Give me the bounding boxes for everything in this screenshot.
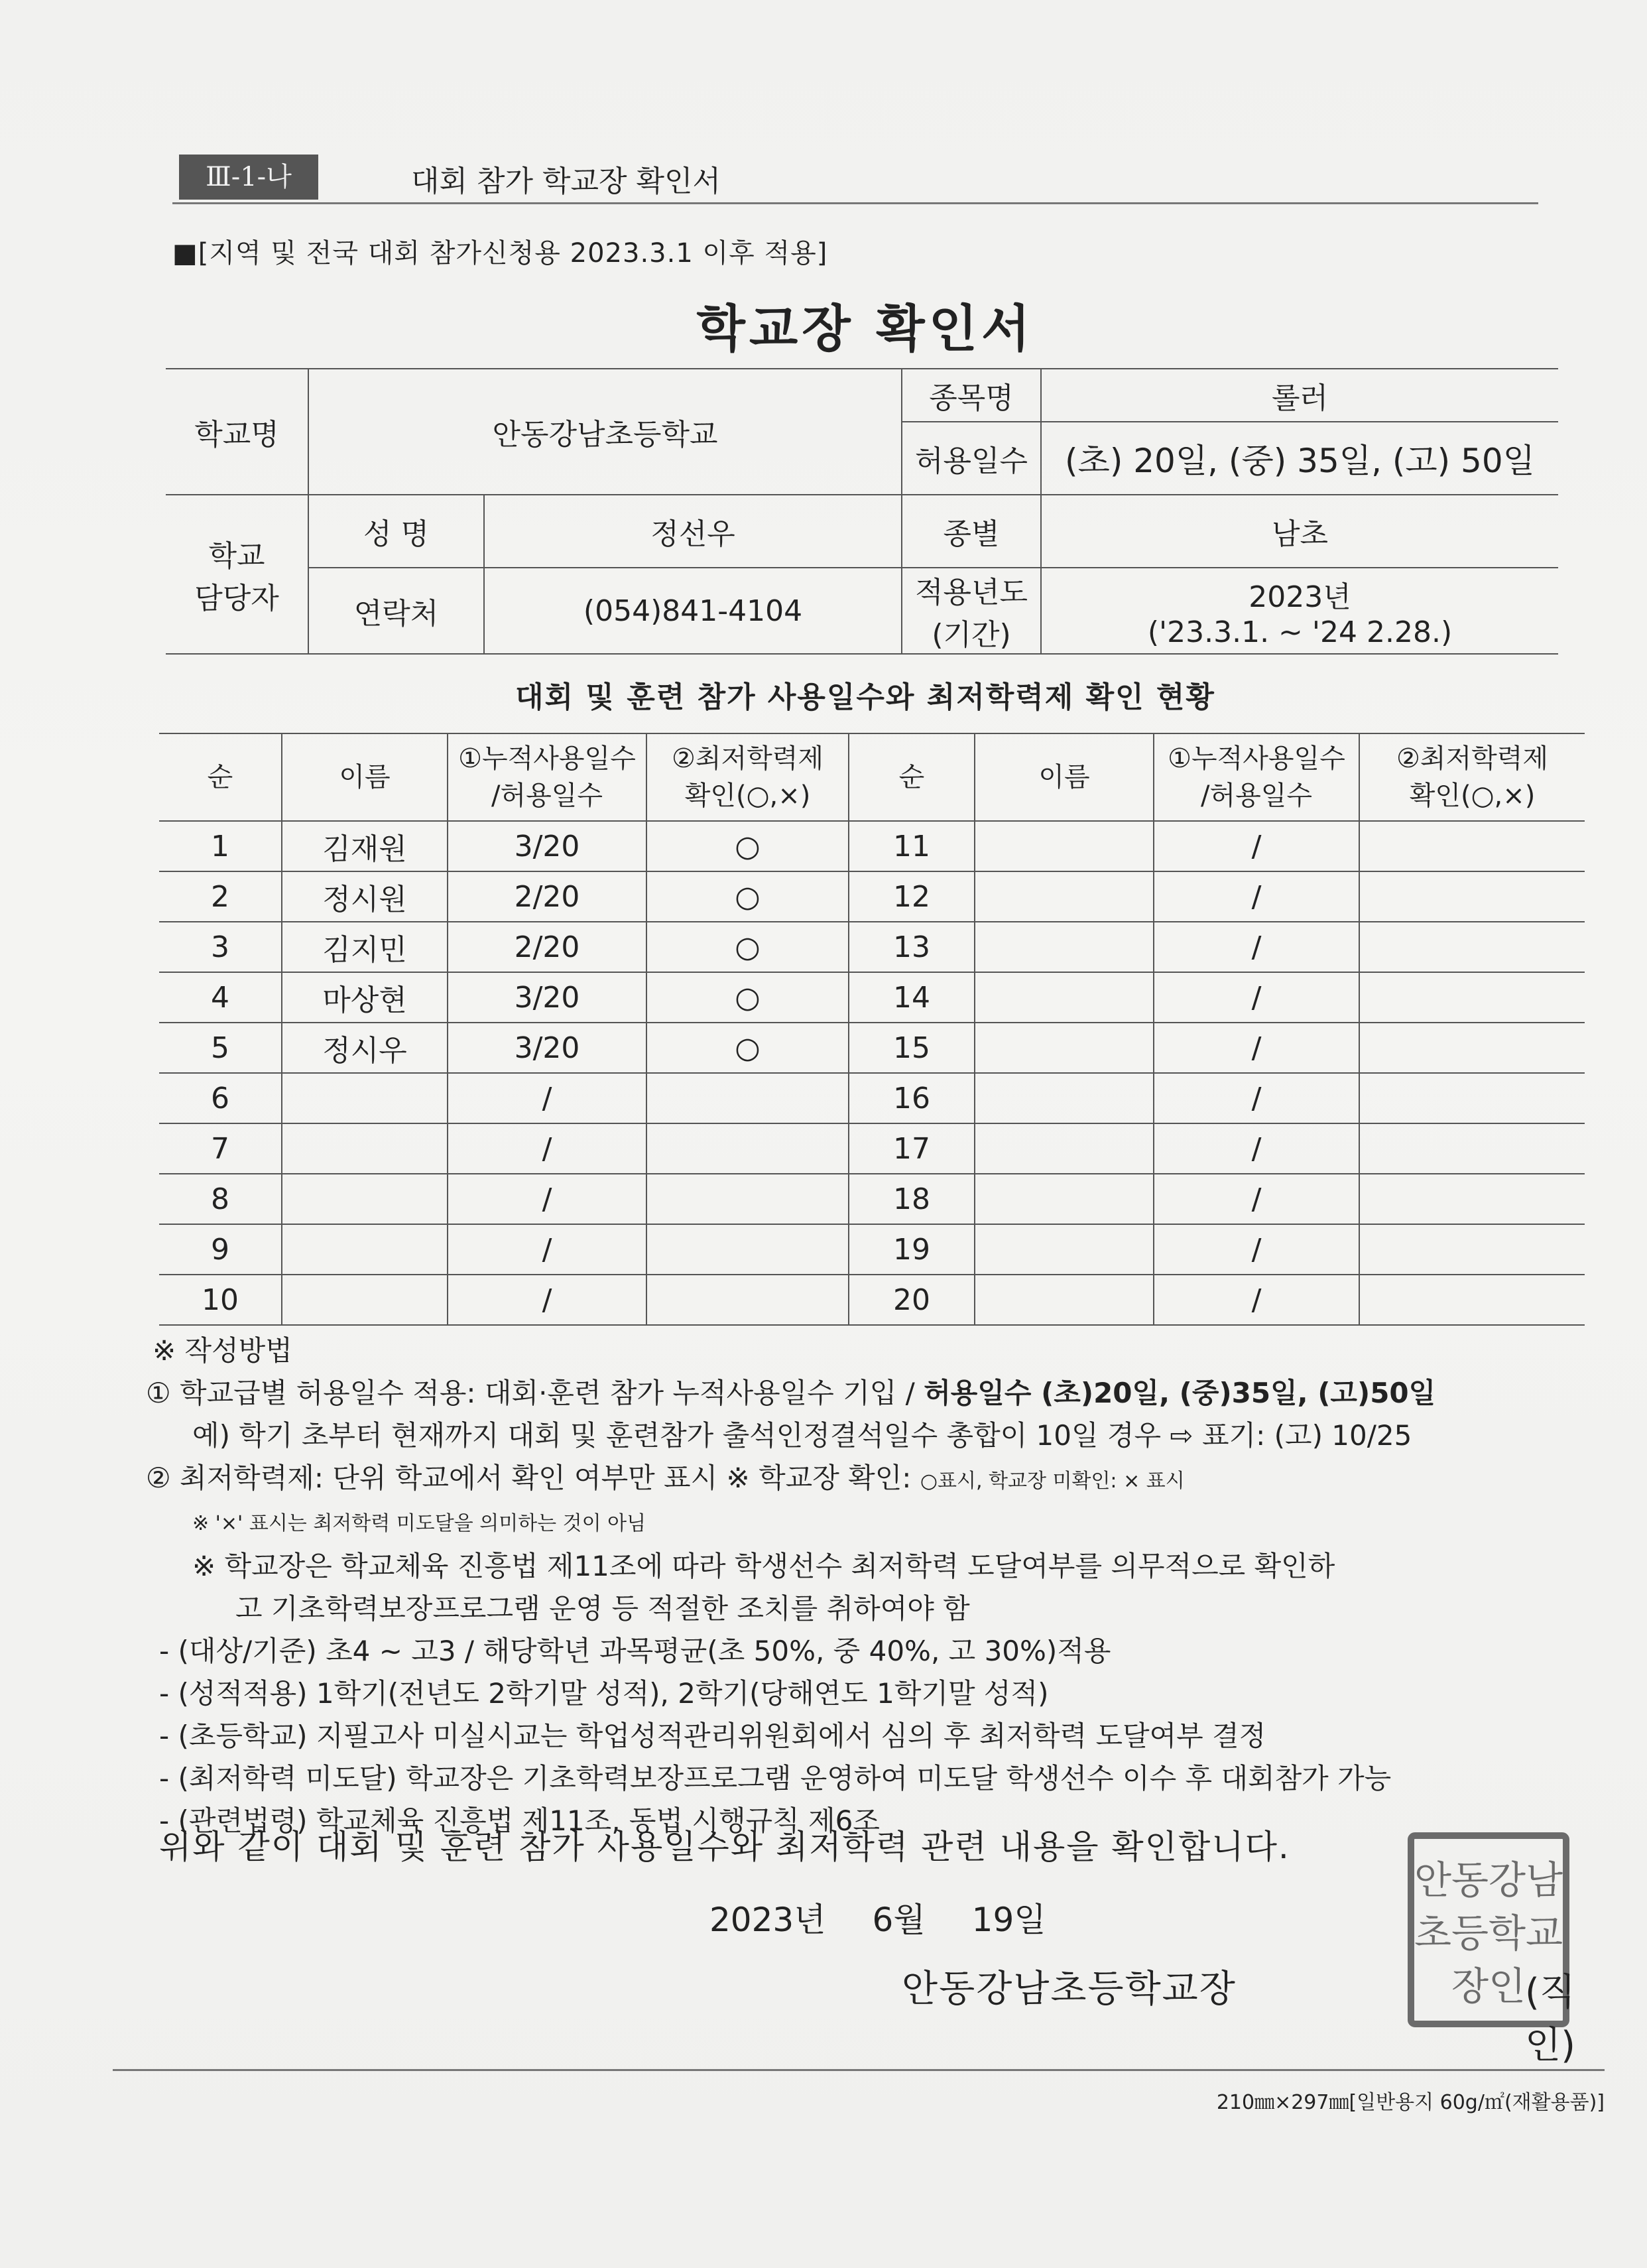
row-name: 마상현: [282, 972, 448, 1023]
row-check-2: [1359, 1174, 1585, 1224]
event-value: 롤러: [1041, 369, 1558, 422]
row-check-2: [1359, 821, 1585, 871]
date-year: 2023년: [709, 1901, 826, 1939]
header-check: [646, 733, 849, 821]
table-row: [159, 1275, 1585, 1325]
date-day: 19일: [971, 1901, 1046, 1939]
row-check-2: [1359, 1275, 1585, 1325]
row-check-2: [1359, 1073, 1585, 1123]
row-name-2: [975, 1275, 1154, 1325]
category-value: 남초: [1041, 495, 1558, 568]
row-days: /: [448, 1224, 646, 1275]
row-name: 정시우: [282, 1023, 448, 1073]
header-days-line2: /허용일수: [491, 781, 603, 811]
row-no: 5: [159, 1023, 282, 1073]
row-name-2: [975, 1174, 1154, 1224]
detail-law: - (관련법령) 학교체육 진흥법 제11조, 동법 시행규칙 제6조: [159, 1804, 880, 1837]
row-no: 2: [159, 871, 282, 922]
section-title: 대회 참가 학교장 확인서: [411, 164, 721, 198]
row-name-2: [975, 922, 1154, 972]
note-1-example: 예) 학기 초부터 현재까지 대회 및 훈련참가 출석인정결석일수 총합이 10일 경우 ⇨ 표기: (고) 10/25: [192, 1419, 1412, 1452]
row-no: 1: [159, 821, 282, 871]
row-name: [282, 1073, 448, 1123]
row-name: [282, 1224, 448, 1275]
row-days: /: [448, 1073, 646, 1123]
table-row: [159, 972, 1585, 1023]
row-days: /: [448, 1123, 646, 1174]
seal-line-1: 안동강남: [1414, 1858, 1563, 1903]
row-days-2: /: [1154, 1174, 1359, 1224]
row-days: 3/20: [448, 821, 646, 871]
contact-value: (054)841-4104: [484, 568, 902, 654]
row-no-2: 18: [849, 1174, 975, 1224]
row-days: /: [448, 1174, 646, 1224]
row-check-2: [1359, 972, 1585, 1023]
status-header-row: [159, 733, 1585, 821]
row-days: 2/20: [448, 922, 646, 972]
row-no-2: 13: [849, 922, 975, 972]
row-name-2: [975, 1123, 1154, 1174]
event-label: 종목명: [902, 369, 1041, 422]
row-name-2: [975, 972, 1154, 1023]
row-days-2: /: [1154, 821, 1359, 871]
year-value: [1041, 568, 1558, 654]
row-check: ○: [646, 821, 849, 871]
table-row: [159, 1174, 1585, 1224]
row-name-2: [975, 1073, 1154, 1123]
row-check-2: [1359, 1224, 1585, 1275]
document-title: 학교장 확인서: [696, 299, 1034, 358]
note-2-sub: ※ '×' 표시는 최저학력 미도달을 의미하는 것이 아님: [192, 1512, 646, 1535]
header-check-2: [1359, 733, 1585, 821]
row-check: ○: [646, 972, 849, 1023]
row-days-2: /: [1154, 1123, 1359, 1174]
row-no-2: 15: [849, 1023, 975, 1073]
table-row: [159, 1023, 1585, 1073]
row-no-2: 16: [849, 1073, 975, 1123]
seal-mark-label: (직인): [1525, 1971, 1575, 2067]
header-check-line2: 확인(○,×): [684, 781, 811, 811]
table-row: [159, 821, 1585, 871]
row-days: 3/20: [448, 1023, 646, 1073]
row-name: 김지민: [282, 922, 448, 972]
row-check-2: [1359, 871, 1585, 922]
header-days-2: [1154, 733, 1359, 821]
name-value: 정선우: [484, 495, 902, 568]
row-name-2: [975, 821, 1154, 871]
info-table: [166, 368, 1558, 655]
row-check: [646, 1275, 849, 1325]
note-1-text: ① 학교급별 허용일수 적용: 대회·훈련 참가 누적사용일수 기입 /: [146, 1377, 924, 1409]
row-no: 7: [159, 1123, 282, 1174]
category-label: 종별: [902, 495, 1041, 568]
year-value-line1: 2023년: [1249, 580, 1351, 614]
year-value-line2: ('23.3.1. ~ '24 2.28.): [1147, 615, 1453, 649]
note-3-line1: ※ 학교장은 학교체육 진흥법 제11조에 따라 학생선수 최저학력 도달여부를 의무적으로 확인하: [192, 1550, 1335, 1582]
name-label: 성 명: [308, 495, 484, 568]
note-2-small: ○표시, 학교장 미확인: × 표시: [920, 1470, 1185, 1493]
header-days-line1: ①누적사용일수: [458, 743, 636, 774]
row-days-2: /: [1154, 871, 1359, 922]
header-no: 순: [159, 733, 282, 821]
row-name: [282, 1174, 448, 1224]
header-check-line1: ②최저학력제: [671, 743, 824, 774]
row-check: ○: [646, 922, 849, 972]
row-no: 10: [159, 1275, 282, 1325]
row-check: ○: [646, 871, 849, 922]
row-check: ○: [646, 1023, 849, 1073]
seal-line-3: 장인: [1451, 1964, 1526, 2009]
table-row: [159, 1224, 1585, 1275]
row-days-2: /: [1154, 1275, 1359, 1325]
note-1-bold: 허용일수 (초)20일, (중)35일, (고)50일: [924, 1377, 1436, 1409]
manager-label: [166, 495, 308, 654]
row-check-2: [1359, 922, 1585, 972]
detail-below-minimum: - (최저학력 미도달) 학교장은 기초학력보장프로그램 운영하여 미도달 학생선수 이수 후 대회참가 가능: [159, 1762, 1392, 1795]
paper-spec: 210㎜×297㎜[일반용지 60g/㎡(재활용품)]: [1216, 2091, 1605, 2114]
table-row: [159, 1073, 1585, 1123]
principal-name: 안동강남초등학교장: [902, 1968, 1237, 2011]
year-label: [902, 568, 1041, 654]
note-3-line2: 고 기초학력보장프로그램 운영 등 적절한 조치를 취하여야 함: [235, 1592, 970, 1625]
table-row: [159, 871, 1585, 922]
section-tag: Ⅲ-1-나: [179, 155, 318, 200]
header-name-2: 이름: [975, 733, 1154, 821]
row-no: 6: [159, 1073, 282, 1123]
header-no-2: 순: [849, 733, 975, 821]
year-label-line2: (기간): [932, 618, 1011, 652]
row-days-2: /: [1154, 1073, 1359, 1123]
status-table: [159, 733, 1585, 1326]
header-days-2-line1: ①누적사용일수: [1168, 743, 1345, 774]
seal-line-2: 초등학교: [1414, 1911, 1563, 1956]
allowed-days-label: 허용일수: [902, 422, 1041, 495]
table-row: [159, 922, 1585, 972]
allowed-days-value: (초) 20일, (중) 35일, (고) 50일: [1041, 422, 1558, 495]
row-name-2: [975, 1023, 1154, 1073]
row-days: 3/20: [448, 972, 646, 1023]
header-check-2-line2: 확인(○,×): [1409, 781, 1536, 811]
manager-label-line2: 담당자: [194, 582, 279, 615]
row-name: [282, 1123, 448, 1174]
row-days: /: [448, 1275, 646, 1325]
row-no: 8: [159, 1174, 282, 1224]
contact-label: 연락처: [308, 568, 484, 654]
row-name-2: [975, 1224, 1154, 1275]
status-body: [159, 821, 1585, 1325]
confirmation-date: [709, 1893, 1093, 1941]
row-check: [646, 1073, 849, 1123]
row-no-2: 14: [849, 972, 975, 1023]
school-label: 학교명: [166, 369, 308, 495]
note-2: [146, 1457, 1591, 1503]
row-no: 4: [159, 972, 282, 1023]
row-no-2: 12: [849, 871, 975, 922]
row-check: [646, 1123, 849, 1174]
header-days: [448, 733, 646, 821]
date-month: 6월: [872, 1901, 926, 1939]
row-no-2: 17: [849, 1123, 975, 1174]
header-name: 이름: [282, 733, 448, 821]
note-1: [146, 1372, 1591, 1415]
confirmation-statement: 위와 같이 대회 및 훈련 참가 사용일수와 최저학력 관련 내용을 확인합니다.: [159, 1828, 1290, 1866]
row-days-2: /: [1154, 922, 1359, 972]
status-title: 대회 및 훈련 참가 사용일수와 최저학력제 확인 현황: [515, 680, 1215, 714]
header-rule: [172, 202, 1538, 204]
row-no: 9: [159, 1224, 282, 1275]
detail-target: - (대상/기준) 초4 ~ 고3 / 해당학년 과목평균(초 50%, 중 40%, 고 30%)적용: [159, 1635, 1111, 1667]
note-2-text: ② 최저학력제: 단위 학교에서 확인 여부만 표시 ※ 학교장 확인:: [146, 1462, 920, 1494]
row-check: [646, 1224, 849, 1275]
detail-grades: - (성적적용) 1학기(전년도 2학기말 성적), 2학기(당해연도 1학기말 성적): [159, 1677, 1049, 1710]
manager-label-line1: 학교: [208, 539, 265, 573]
row-no-2: 20: [849, 1275, 975, 1325]
applicability-note: ■[지역 및 전국 대회 참가신청용 2023.3.1 이후 적용]: [172, 238, 828, 269]
row-days-2: /: [1154, 972, 1359, 1023]
row-name: 김재원: [282, 821, 448, 871]
row-days-2: /: [1154, 1224, 1359, 1275]
row-no-2: 19: [849, 1224, 975, 1275]
row-no: 3: [159, 922, 282, 972]
header-check-2-line1: ②최저학력제: [1396, 743, 1549, 774]
detail-elementary: - (초등학교) 지필고사 미실시교는 학업성적관리위원회에서 심의 후 최저학력 도달여부 결정: [159, 1720, 1266, 1752]
row-no-2: 11: [849, 821, 975, 871]
footer-rule: [113, 2069, 1605, 2071]
row-check: [646, 1174, 849, 1224]
row-check-2: [1359, 1123, 1585, 1174]
table-row: [159, 1123, 1585, 1174]
header-days-2-line2: /허용일수: [1200, 781, 1313, 811]
row-name: 정시원: [282, 871, 448, 922]
row-days-2: /: [1154, 1023, 1359, 1073]
row-check-2: [1359, 1023, 1585, 1073]
year-label-line1: 적용년도: [914, 576, 1028, 609]
instructions-heading: ※ 작성방법: [152, 1334, 292, 1367]
row-name: [282, 1275, 448, 1325]
row-name-2: [975, 871, 1154, 922]
school-name: 안동강남초등학교: [308, 369, 902, 495]
instructions: [146, 1330, 1591, 1842]
row-days: 2/20: [448, 871, 646, 922]
